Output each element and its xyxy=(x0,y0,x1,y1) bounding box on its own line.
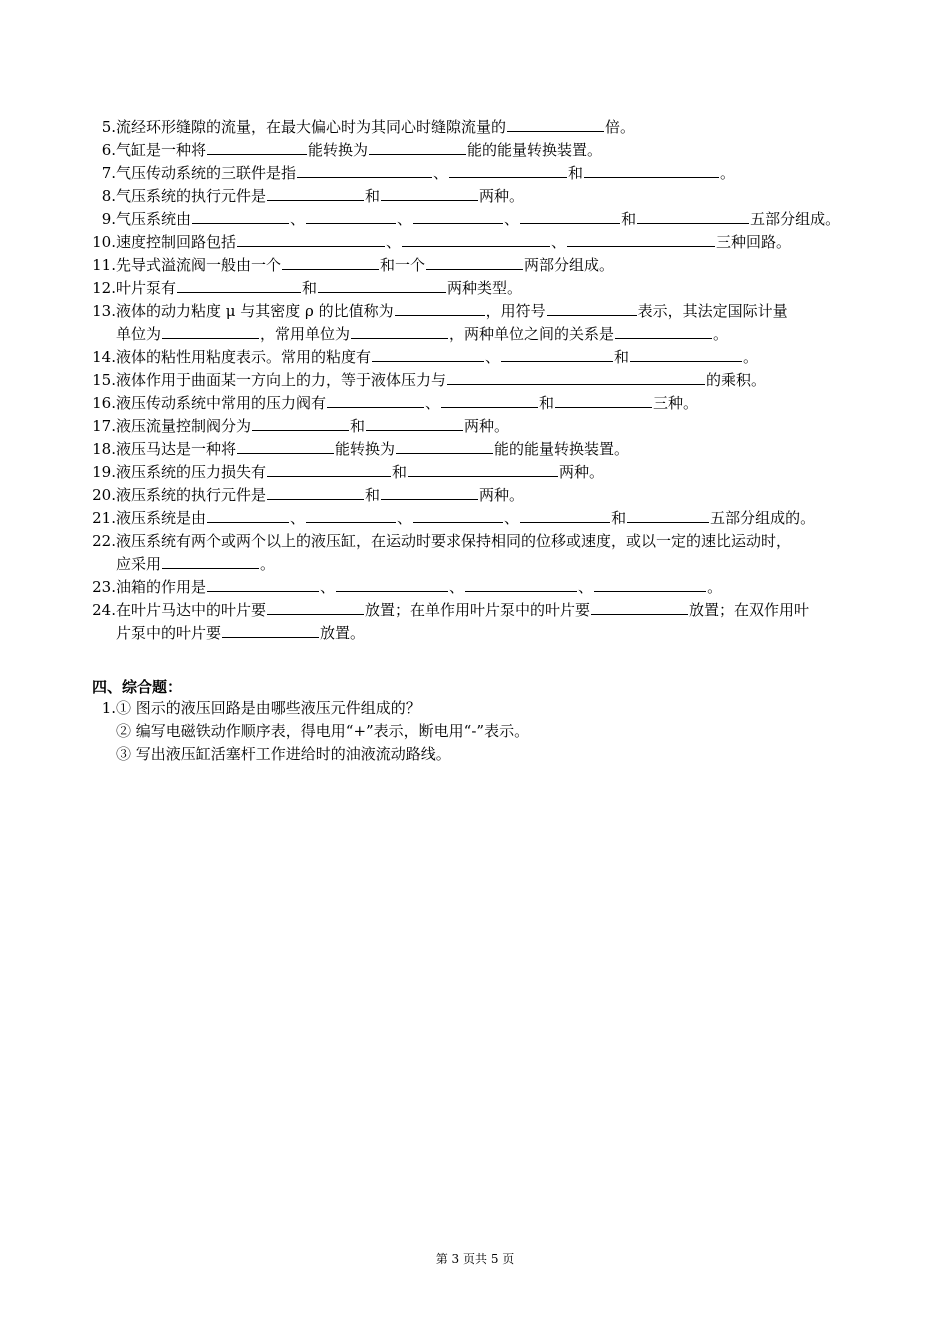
blank[interactable] xyxy=(267,461,391,477)
blank[interactable] xyxy=(395,300,485,316)
blank[interactable] xyxy=(615,323,712,339)
blank[interactable] xyxy=(520,507,610,523)
page-footer: 第 3 页共 5 页 xyxy=(435,1252,515,1266)
question-10: 10.速度控制回路包括 、 、 三种回路。 xyxy=(92,233,792,251)
blank[interactable] xyxy=(594,576,706,592)
blank[interactable] xyxy=(396,438,493,454)
question-12: 12.叶片泵有 和 两种类型。 xyxy=(92,279,523,297)
blank[interactable] xyxy=(381,185,478,201)
blank[interactable] xyxy=(327,392,424,408)
blank[interactable] xyxy=(465,576,577,592)
question-14: 14.液体的粘性用粘度表示。常用的粘度有 、 和 。 xyxy=(92,348,759,366)
blank[interactable] xyxy=(207,139,307,155)
blank[interactable] xyxy=(441,392,538,408)
blank[interactable] xyxy=(501,346,613,362)
blank[interactable] xyxy=(426,254,523,270)
blank[interactable] xyxy=(366,415,463,431)
blank[interactable] xyxy=(306,208,396,224)
blank[interactable] xyxy=(555,392,652,408)
question-15: 15.液体作用于曲面某一方向上的力，等于液体压力与 的乘积。 xyxy=(92,371,767,389)
blank[interactable] xyxy=(627,507,709,523)
question-16: 16.液压传动系统中常用的压力阀有 、 和 三种。 xyxy=(92,394,699,412)
blank[interactable] xyxy=(237,438,334,454)
question-17: 17.液压流量控制阀分为 和 两种。 xyxy=(92,417,510,435)
question-23: 23.油箱的作用是 、 、 、 。 xyxy=(92,578,723,596)
blank[interactable] xyxy=(267,599,364,615)
blank[interactable] xyxy=(237,231,385,247)
blank[interactable] xyxy=(192,208,289,224)
blank[interactable] xyxy=(447,369,705,385)
blank[interactable] xyxy=(207,507,289,523)
blank[interactable] xyxy=(207,576,319,592)
blank[interactable] xyxy=(408,461,558,477)
question-8: 8.气压系统的执行元件是 和 两种。 xyxy=(101,187,525,205)
blank[interactable] xyxy=(252,415,349,431)
question-22: 22.液压系统有两个或两个以上的液压缸，在运动时要求保持相同的位移或速度，或以一定的速比运动时， 应采用 。 xyxy=(92,532,792,573)
blank[interactable] xyxy=(282,254,379,270)
question-9: 9.气压系统由 、 、 、 和 五部分组成。 xyxy=(101,210,841,228)
blank[interactable] xyxy=(402,231,550,247)
blank[interactable] xyxy=(547,300,637,316)
question-19: 19.液压系统的压力损失有 和 两种。 xyxy=(92,463,605,481)
blank[interactable] xyxy=(336,576,448,592)
blank[interactable] xyxy=(177,277,301,293)
question-21: 21.液压系统是由 、 、 、 和 五部分组成的。 xyxy=(92,509,816,527)
question-24: 24.在叶片马达中的叶片要 放置；在单作用叶片泵中的叶片要 放置；在双作用叶 片泵中的叶片要 放置。 xyxy=(92,601,810,642)
blank[interactable] xyxy=(637,208,749,224)
section-title: 四、综合题： xyxy=(92,678,183,696)
blank[interactable] xyxy=(413,208,503,224)
blank[interactable] xyxy=(413,507,503,523)
blank[interactable] xyxy=(381,484,478,500)
blank[interactable] xyxy=(520,208,620,224)
blank[interactable] xyxy=(351,323,448,339)
question-6: 6.气缸是一种将 能转换为 能的能量转换装置。 xyxy=(101,141,603,159)
blank[interactable] xyxy=(306,507,396,523)
question-7: 7.气压传动系统的三联件是指 、 和 。 xyxy=(101,164,736,182)
blank[interactable] xyxy=(630,346,742,362)
comprehensive-question-1: 1.① 图示的液压回路是由哪些液压元件组成的？ ② 编写电磁铁动作顺序表，得电用“+”表示，断电用“-”表示。 ③ 写出液压缸活塞杆工作进给时的油液流动路线。 xyxy=(101,699,530,763)
blank[interactable] xyxy=(372,346,484,362)
question-18: 18.液压马达是一种将 能转换为 能的能量转换装置。 xyxy=(92,440,630,458)
blank[interactable] xyxy=(591,599,688,615)
blank[interactable] xyxy=(222,622,319,638)
question-20: 20.液压系统的执行元件是 和 两种。 xyxy=(92,486,525,504)
blank[interactable] xyxy=(267,185,364,201)
blank[interactable] xyxy=(584,162,719,178)
blank[interactable] xyxy=(507,116,604,132)
blank[interactable] xyxy=(297,162,432,178)
question-11: 11.先导式溢流阀一般由一个 和一个 两部分组成。 xyxy=(92,256,615,274)
blank[interactable] xyxy=(369,139,466,155)
blank[interactable] xyxy=(567,231,715,247)
blank[interactable] xyxy=(318,277,446,293)
blank[interactable] xyxy=(162,553,259,569)
blank[interactable] xyxy=(162,323,259,339)
blank[interactable] xyxy=(449,162,567,178)
question-5: 5.流经环形缝隙的流量，在最大偏心时为其同心时缝隙流量的 倍。 xyxy=(101,118,636,136)
question-13: 13.液体的动力粘度 μ 与其密度 ρ 的比值称为 ，用符号 表示，其法定国际计量 单位为 ，常用单位为 ，两种单位之间的关系是 。 xyxy=(92,302,788,343)
blank[interactable] xyxy=(267,484,364,500)
